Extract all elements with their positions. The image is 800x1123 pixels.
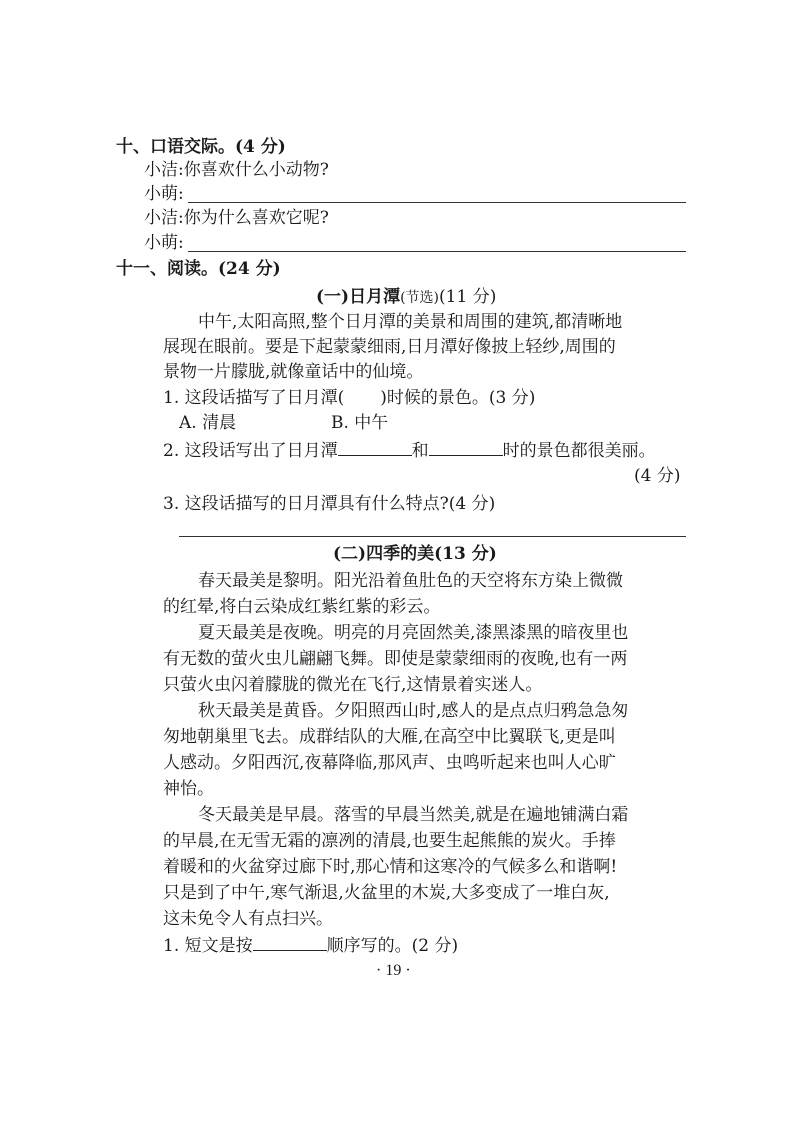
part1-paragraph-line-2: 展现在眼前。要是下起蒙蒙细雨,日月潭好像披上轻纱,周围的	[163, 337, 616, 357]
part2-paragraph-line-11: 的早晨,在无雪无霜的凛冽的清晨,也要生起熊熊的炭火。手捧	[163, 831, 616, 851]
part2-paragraph-line-12: 着暖和的火盆穿过廊下时,那心情和这寒冷的气候多么和谐啊!	[163, 857, 618, 877]
part2-q1-before: 1. 短文是按	[163, 936, 253, 956]
part2-paragraph-line-13: 只是到了中午,寒气渐退,火盆里的木炭,大多变成了一堆白灰,	[163, 883, 610, 903]
part1-q2-score: (4 分)	[634, 466, 681, 486]
part1-heading-score: (11 分)	[439, 287, 497, 307]
part1-q2-blank-1[interactable]	[338, 439, 412, 456]
part1-heading-note: (节选)	[400, 290, 440, 306]
part1-q1-option-a: A. 清晨	[179, 413, 237, 433]
part2-paragraph-line-5: 只萤火虫闪着朦胧的微光在飞行,这情景着实迷人。	[163, 675, 543, 695]
part1-q2-part3: 时的景色都很美丽。	[502, 441, 656, 461]
part2-paragraph-line-9: 神怡。	[163, 779, 214, 799]
part1-paragraph-line-3: 景物一片朦胧,就像童话中的仙境。	[163, 362, 424, 382]
dialog-line-2: 小萌:	[144, 184, 184, 204]
part1-heading	[316, 286, 496, 309]
part1-q1-option-b: B. 中午	[331, 413, 389, 433]
answer-blank-2[interactable]	[188, 251, 686, 252]
dialog-line-4: 小萌:	[144, 233, 184, 253]
part1-q2-part1: 2. 这段话写出了日月潭	[163, 441, 338, 461]
part2-paragraph-line-2: 的红晕,将白云染成红紫红紫的彩云。	[163, 597, 441, 617]
part2-paragraph-line-1: 春天最美是黎明。阳光沿着鱼肚色的天空将东方染上微微	[198, 571, 623, 591]
part2-q1-blank[interactable]	[253, 934, 327, 951]
part2-paragraph-line-14: 这未免令人有点扫兴。	[163, 909, 333, 929]
part2-paragraph-line-10: 冬天最美是早晨。落雪的早晨当然美,就是在遍地铺满白霜	[198, 805, 629, 825]
part2-paragraph-line-8: 人感动。夕阳西沉,夜幕降临,那风声、虫鸣听起来也叫人心旷	[163, 753, 616, 773]
part1-question-2	[163, 439, 656, 462]
part1-paragraph-line-1: 中午,太阳高照,整个日月潭的美景和周围的建筑,都清晰地	[198, 312, 623, 332]
part1-q3-answer-line[interactable]	[179, 536, 686, 537]
section11-title: 十一、阅读。(24 分)	[116, 259, 281, 279]
part2-q1-after: 顺序写的。(2 分)	[326, 936, 459, 956]
part2-paragraph-line-7: 匆地朝巢里飞去。成群结队的大雁,在高空中比翼联飞,更是叫	[163, 727, 616, 747]
part1-q2-blank-2[interactable]	[429, 439, 503, 456]
part2-paragraph-line-6: 秋天最美是黄昏。夕阳照西山时,感人的是点点归鸦急急匆	[198, 701, 629, 721]
part2-paragraph-line-3: 夏天最美是夜晚。明亮的月亮固然美,漆黑漆黑的暗夜里也	[198, 623, 629, 643]
dialog-line-3: 小洁:你为什么喜欢它呢?	[144, 208, 329, 228]
answer-blank-1[interactable]	[188, 202, 686, 203]
part2-question-1	[163, 934, 458, 957]
part1-question-1	[163, 387, 535, 409]
page-number: · 19 ·	[376, 962, 411, 979]
part2-paragraph-line-4: 有无数的萤火虫儿翩翩飞舞。即使是蒙蒙细雨的夜晚,也有一两	[163, 649, 628, 669]
dialog-line-1: 小洁:你喜欢什么小动物?	[144, 160, 329, 180]
section10-title: 十、口语交际。(4 分)	[116, 137, 286, 157]
part1-q2-part2: 和	[411, 441, 429, 461]
part1-question-3: 3. 这段话描写的日月潭具有什么特点?(4 分)	[163, 494, 496, 514]
part1-heading-main: (一)日月潭	[316, 287, 401, 307]
part1-q1-after: )时候的景色。(3 分)	[380, 388, 536, 408]
part2-heading: (二)四季的美(13 分)	[333, 544, 497, 564]
part1-q1-before: 1. 这段话描写了日月潭(	[163, 388, 345, 408]
